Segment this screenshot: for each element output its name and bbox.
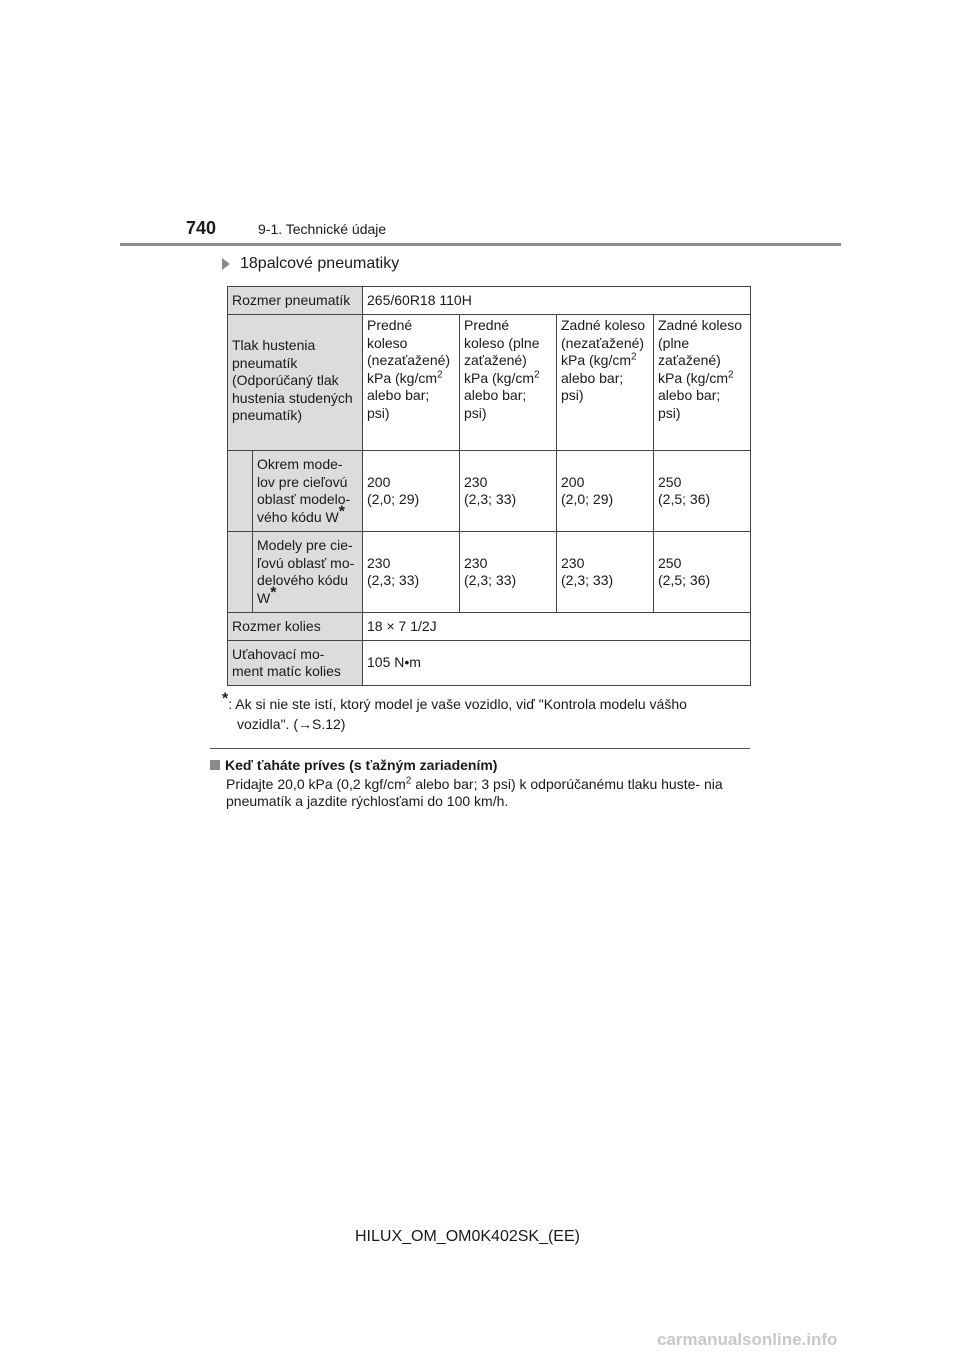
wheel-size-label: Rozmer kolies: [228, 613, 363, 641]
footnote-line2: vozidla". (→S.12): [237, 716, 346, 732]
tire-size-label: Rozmer pneumatík: [228, 287, 363, 315]
col-front-unloaded: Predné koleso (nezaťažené) kPa ($kg/cm^2$ alebo bar; psi): [363, 315, 460, 451]
row-other-value-3: 200 (2,0; 29): [557, 451, 654, 532]
row-w-label: Modely pre cie- ľovú oblasť mo- delového kódu W*: [253, 532, 363, 613]
torque-value: 105 N•m: [363, 641, 751, 686]
table-row: [228, 315, 751, 451]
table-row: [228, 451, 751, 532]
towing-heading-text: Keď ťaháte príves (s ťažným zariadením): [225, 757, 498, 773]
footnote: [222, 690, 745, 734]
torque-label: Uťahovací mo- ment matíc kolies: [228, 641, 363, 686]
section-divider: [210, 748, 750, 749]
square-bullet-icon: [210, 760, 220, 770]
row-w-value-1: 230 (2,3; 33): [363, 532, 460, 613]
watermark: carmanualsonline.info: [657, 1330, 838, 1349]
arrow-right-icon: [222, 258, 230, 270]
col-rear-loaded: Zadné koleso (plne zaťažené) kPa ($kg/cm^2$ alebo bar; psi): [654, 315, 751, 451]
table-row: [228, 641, 751, 686]
pressure-label-continuation: [228, 532, 253, 613]
row-other-label: Okrem mode- lov pre cieľovú oblasť modelo- vého kódu W*: [253, 451, 363, 532]
page-number: 740: [186, 218, 217, 238]
row-other-value-2: 230 (2,3; 33): [460, 451, 557, 532]
footnote-line1: : Ak si nie ste istí, ktorý model je vaše vozidlo, viď "Kontrola modelu vášho: [228, 696, 687, 712]
subheading-text: 18palcové pneumatiky: [240, 255, 400, 272]
subheading: [222, 255, 399, 273]
footnote-star: *: [222, 690, 229, 708]
pressure-label: Tlak hustenia pneumatík (Odporúčaný tlak hustenia studených pneumatík): [228, 315, 363, 451]
table-row: [228, 613, 751, 641]
section-title: 9-1. Technické údaje: [258, 221, 387, 237]
col-rear-unloaded: Zadné koleso (nezaťažené) kPa ($kg/cm^2$ alebo bar; psi): [557, 315, 654, 451]
tire-spec-table: [227, 286, 751, 686]
row-other-value-4: 250 (2,5; 36): [654, 451, 751, 532]
row-other-value-1: 200 (2,0; 29): [363, 451, 460, 532]
towing-text: Pridajte 20,0 kPa (0,2 kgf/$cm^2$ alebo bar; 3 psi) k odporúčanému tlaku huste- nia pneumatík a jazdite rýchlosťami do 100 km/h.: [226, 775, 723, 809]
row-w-value-3: 230 (2,3; 33): [557, 532, 654, 613]
tire-size-value: 265/60R18 110H: [363, 287, 751, 315]
header-rule: [120, 243, 841, 246]
wheel-size-value: 18 × 7 1/2J: [363, 613, 751, 641]
document-id: HILUX_OM_OM0K402SK_(EE): [355, 1228, 580, 1245]
table-row: [228, 287, 751, 315]
pressure-label-continuation: [228, 451, 253, 532]
row-w-value-4: 250 (2,5; 36): [654, 532, 751, 613]
col-front-loaded: Predné koleso (plne zaťažené) kPa ($kg/cm^2$ alebo bar; psi): [460, 315, 557, 451]
towing-heading: [210, 757, 497, 773]
table-row: [228, 532, 751, 613]
row-w-value-2: 230 (2,3; 33): [460, 532, 557, 613]
